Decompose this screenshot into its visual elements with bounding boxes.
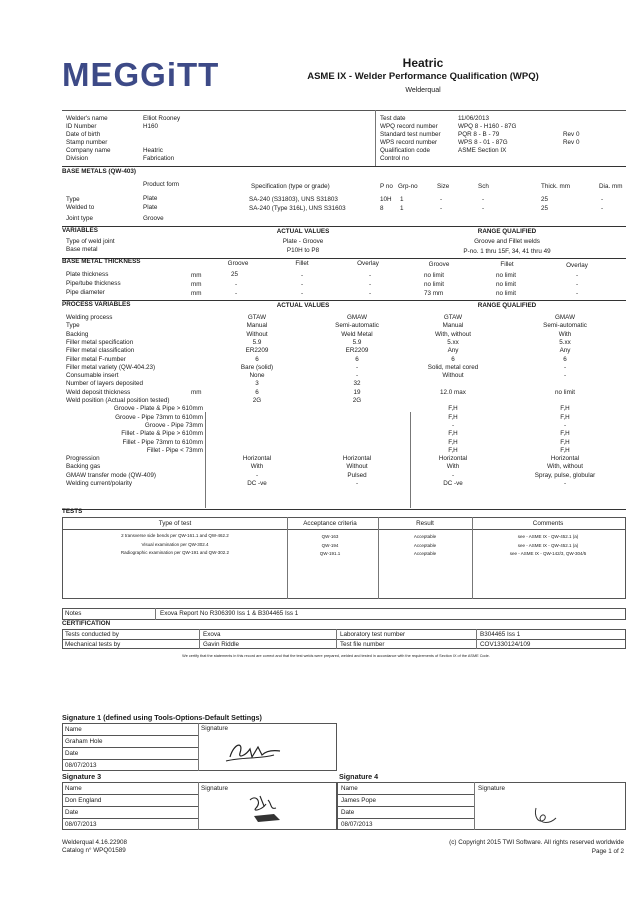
table-cell: - [440, 196, 443, 203]
info-value: PQR 8 - B - 79 [458, 131, 500, 138]
name-label: Name [65, 785, 82, 792]
notes-box [62, 608, 626, 620]
table-cell: GTAW [443, 314, 463, 321]
signer-name: James Pope [341, 797, 377, 804]
divider [62, 747, 198, 748]
table-cell: - [300, 281, 304, 288]
company-name: Heatric [402, 56, 444, 70]
table-cell: Without [346, 463, 368, 471]
col-header: Groove [428, 261, 450, 268]
table-cell: Semi-automatic [335, 322, 379, 330]
table-cell: Solid, metal cored [427, 363, 479, 371]
table-cell: - [451, 471, 455, 479]
table-cell: - [255, 471, 259, 479]
table-cell: 1 [400, 196, 404, 203]
table-cell: DC -ve [247, 480, 267, 487]
cert-label: Mechanical tests by [65, 641, 121, 648]
cert-label: Laboratory test number [340, 631, 406, 638]
test-result: Acceptable [413, 534, 437, 539]
row-label: Weld position (Actual position tested) [66, 397, 170, 404]
signature-3-title: Signature 3 [62, 772, 102, 781]
divider [337, 794, 474, 795]
info-label: Date of birth [66, 131, 101, 138]
handwritten-signature-1 [222, 735, 282, 765]
document-subtitle: Welderqual [405, 87, 441, 94]
col-header: Dia. mm [599, 183, 623, 190]
table-cell: no limit [496, 281, 516, 288]
table-cell: - [355, 480, 359, 487]
table-cell: 5.xx [447, 338, 459, 346]
table-cell: 19 [353, 388, 361, 396]
table-cell: 6 [563, 355, 567, 363]
table-cell: F,H [448, 438, 458, 446]
info-value: Fabrication [143, 155, 175, 162]
info-label: Test date [380, 115, 406, 122]
date-label: Date [65, 750, 79, 757]
test-type: 2 transverse side bends per QW-161.1 and QW-462.2 [121, 533, 229, 538]
handwritten-signature-4 [530, 802, 560, 828]
table-cell: - [563, 363, 567, 371]
test-result: Acceptable [413, 543, 437, 548]
test-comments: see - ASME IX - QW-142/3, QW-304/5 [509, 551, 587, 556]
info-label: Standard test number [380, 131, 441, 138]
info-label: Welder's name [66, 115, 108, 122]
row-label: Filler metal specification [66, 338, 134, 346]
section-variables: VARIABLES [62, 227, 98, 234]
table-cell: 10H [380, 196, 392, 203]
signature-date: 08/07/2013 [65, 821, 97, 828]
col-header: ACTUAL VALUES [276, 228, 330, 235]
footer-catalog: Catalog n° WPQ01589 [62, 847, 126, 854]
table-cell: F,H [560, 413, 570, 421]
unit: mm [191, 272, 202, 279]
footer-version: Welderqual 4.16.22908 [62, 839, 128, 846]
info-rev: Rev 0 [563, 131, 580, 138]
divider [472, 517, 473, 599]
col-header: Result [416, 520, 434, 527]
test-type: Visual examination per QW-302.4 [141, 542, 209, 547]
col-header: Acceptance criteria [303, 520, 357, 527]
table-cell: - [300, 272, 304, 279]
table-cell: 32 [353, 380, 361, 388]
row-label: Pipe/tube thickness [66, 280, 121, 287]
divider [474, 782, 475, 830]
table-cell: Pulsed [347, 471, 367, 479]
info-label: Division [66, 155, 89, 162]
test-comments: see - ASME IX - QW-452.1 (a) [517, 534, 579, 539]
row-label: Type of weld joint [66, 238, 115, 245]
cert-value: COV1330124/109 [480, 641, 531, 648]
divider [62, 806, 198, 807]
table-cell: SA-240 (Type 316L), UNS S31603 [249, 205, 346, 212]
section-thickness: BASE METAL THICKNESS [62, 258, 141, 265]
table-cell: - [482, 205, 485, 212]
table-cell: Horizontal [342, 455, 372, 463]
table-cell: F,H [560, 430, 570, 438]
cert-value: B304465 Iss 1 [480, 631, 521, 638]
table-cell: 3 [255, 380, 259, 388]
name-label: Name [341, 785, 358, 792]
col-header: Overlay [566, 262, 588, 269]
table-cell: 6 [255, 388, 259, 396]
table-cell: - [451, 421, 455, 429]
table-cell: no limit [424, 272, 444, 279]
table-cell: - [563, 480, 567, 487]
table-cell: 5.xx [559, 338, 571, 346]
info-value: WPS 8 - 01 - 87G [458, 139, 508, 146]
section-base-metals: BASE METALS (QW-403) [62, 168, 136, 175]
col-header: RANGE QUALIFIED [477, 228, 537, 235]
table-cell: Spray, pulse, globular [534, 471, 596, 479]
table-cell: Any [447, 347, 459, 355]
handwritten-signature-3 [240, 792, 290, 826]
table-cell: With, without [434, 330, 472, 338]
table-cell: With, without [546, 463, 584, 471]
table-cell: F,H [448, 446, 458, 454]
col-header: RANGE QUALIFIED [477, 302, 537, 309]
col-header: Specification (type or grade) [251, 183, 330, 190]
table-cell: 5.9 [352, 338, 362, 346]
row-label: Groove - Pipe 73mm [144, 421, 203, 429]
info-label: Stamp number [66, 139, 108, 146]
divider [375, 110, 376, 166]
row-label: GMAW transfer mode (QW-409) [66, 471, 156, 479]
info-label: Control no [380, 155, 410, 162]
col-header: Sch [478, 183, 489, 190]
signature-label: Signature [201, 725, 228, 732]
row-label: Weld deposit thickness [66, 388, 131, 396]
info-value: WPQ 8 - H160 - 87G [458, 123, 517, 130]
table-cell: Horizontal [438, 455, 468, 463]
unit: mm [191, 388, 202, 396]
divider [410, 412, 411, 508]
col-header: Fillet [500, 261, 514, 268]
col-header: Type of test [158, 520, 192, 527]
row-label: Filler metal classification [66, 347, 135, 355]
info-rev: Rev 0 [563, 139, 580, 146]
table-cell: 8 [380, 205, 384, 212]
table-cell: 6 [451, 355, 455, 363]
col-header: P no [380, 183, 393, 190]
table-cell: Semi-automatic [543, 322, 587, 330]
signature-label: Signature [478, 785, 505, 792]
table-cell: 6 [255, 355, 259, 363]
unit: mm [191, 281, 202, 288]
col-header: Comments [532, 520, 564, 527]
signature-date: 08/07/2013 [341, 821, 373, 828]
table-cell: F,H [560, 438, 570, 446]
table-cell: Groove [143, 215, 164, 222]
divider [476, 629, 477, 649]
table-cell: no limit [555, 388, 575, 396]
name-label: Name [65, 726, 82, 733]
certification-statement: We certify that the statements in this record are correct and that the test welds were prepared, welded and tested in accordance with the requirements of Section IX of the ASME Code. [182, 654, 490, 658]
table-cell: Without [442, 372, 464, 380]
table-cell: With [558, 330, 572, 338]
table-cell: - [482, 196, 485, 203]
col-header: Overlay [357, 260, 379, 267]
table-cell: DC -ve [443, 480, 463, 487]
table-cell: Manual [246, 322, 268, 330]
row-label: Fillet - Pipe < 73mm [146, 446, 203, 454]
signature-date: 08/07/2013 [65, 762, 97, 769]
divider [62, 639, 626, 640]
table-cell: - [563, 421, 567, 429]
divider [62, 226, 626, 227]
divider [337, 806, 474, 807]
row-label: Backing [66, 330, 89, 338]
table-cell: - [440, 205, 443, 212]
info-label: WPS record number [380, 139, 438, 146]
table-cell: P-no. 1 thru 15F, 34, 41 thru 49 [463, 248, 551, 255]
table-cell: F,H [560, 405, 570, 413]
signer-name: Graham Hole [65, 738, 103, 745]
divider [62, 529, 626, 530]
table-cell: - [575, 281, 579, 288]
divider [205, 412, 206, 508]
table-cell: 2G [352, 397, 362, 404]
table-cell: ER2209 [345, 347, 369, 355]
table-cell: 25 [231, 271, 239, 278]
table-cell: 25 [541, 205, 549, 212]
signer-name: Don England [65, 797, 102, 804]
notes-label: Notes [65, 610, 82, 617]
footer-page-number: Page 1 of 2 [591, 848, 624, 855]
signature-4-title: Signature 4 [339, 772, 379, 781]
table-cell: - [355, 372, 359, 380]
table-cell: P10H to P8 [286, 247, 320, 254]
table-cell: 12.0 max [440, 388, 466, 396]
divider [62, 735, 198, 736]
divider [62, 166, 626, 167]
divider [62, 509, 626, 510]
table-cell: GTAW [247, 314, 267, 321]
row-label: Fillet - Pipe 73mm to 610mm [122, 438, 203, 446]
table-cell: Bare (solid) [240, 363, 274, 371]
table-cell: Without [246, 330, 268, 338]
section-certification: CERTIFICATION [62, 620, 111, 627]
table-cell: Manual [442, 322, 464, 330]
row-label: Type [66, 196, 80, 203]
table-cell: F,H [448, 413, 458, 421]
table-cell: SA-240 (S31803), UNS S31803 [249, 196, 338, 203]
info-value: Elliot Rooney [143, 115, 181, 122]
table-cell: F,H [560, 446, 570, 454]
row-label: Base metal [66, 246, 98, 253]
date-label: Date [65, 809, 79, 816]
table-cell: F,H [448, 430, 458, 438]
table-cell: - [368, 290, 372, 297]
info-value: 11/06/2013 [458, 115, 490, 122]
divider [199, 629, 200, 649]
row-label: Type [66, 322, 80, 330]
col-header: Grp-no [398, 183, 418, 190]
table-cell: - [234, 281, 238, 288]
row-label: Welded to [66, 204, 95, 211]
divider [198, 723, 199, 771]
table-cell: Plate [143, 204, 158, 211]
footer-copyright: (c) Copyright 2015 TWI Software. All rights reserved worldwide [449, 839, 624, 846]
table-cell: ER2209 [245, 347, 269, 355]
table-cell: Horizontal [550, 455, 580, 463]
row-label: Fillet - Plate & Pipe > 610mm [121, 430, 203, 438]
divider [62, 258, 626, 259]
divider [62, 110, 626, 111]
table-cell: 25 [541, 196, 549, 203]
cert-value: Exova [203, 631, 221, 638]
signature-label: Signature [201, 785, 228, 792]
table-cell: Plate - Groove [282, 238, 324, 245]
section-tests: TESTS [62, 508, 83, 515]
unit: mm [191, 290, 202, 297]
cert-label: Test file number [340, 641, 385, 648]
table-cell: GMAW [346, 314, 368, 321]
table-cell: Horizontal [242, 455, 272, 463]
table-cell: Weld Metal [341, 330, 373, 338]
divider [155, 608, 156, 620]
table-cell: - [368, 272, 372, 279]
table-cell: - [300, 290, 304, 297]
row-label: Filler metal F-number [66, 355, 126, 363]
table-cell: no limit [424, 281, 444, 288]
row-label: Number of layers deposited [66, 380, 144, 388]
col-header: Fillet [295, 260, 309, 267]
row-label: Groove - Pipe 73mm to 610mm [115, 413, 203, 421]
row-label: Progression [66, 455, 100, 463]
table-cell: - [234, 290, 238, 297]
divider [198, 782, 199, 830]
divider [336, 629, 337, 649]
divider [287, 517, 288, 599]
info-value: Heatric [143, 147, 163, 154]
row-label: Consumable insert [66, 372, 119, 380]
col-header: Groove [227, 260, 249, 267]
cert-value: Gavin Riddle [203, 641, 240, 648]
test-type: Radiographic examination per QW-191 and QW-302.2 [120, 550, 230, 555]
info-label: Company name [66, 147, 111, 154]
table-cell: With [250, 463, 264, 471]
company-logo: MEGGiTT [62, 56, 220, 93]
info-label: ID Number [66, 123, 97, 130]
row-label: Welding process [66, 314, 113, 321]
document-title: ASME IX - Welder Performance Qualification (WPQ) [307, 71, 539, 82]
row-label: Filler metal variety (QW-404.23) [66, 363, 156, 371]
table-cell: F,H [448, 405, 458, 413]
test-criteria: QW-191.1 [319, 551, 341, 556]
notes-value: Exova Report No R306390 Iss 1 & B304465 Iss 1 [160, 610, 299, 617]
cert-label: Tests conducted by [65, 631, 119, 638]
table-cell: - [563, 372, 567, 380]
divider [62, 759, 198, 760]
table-cell: 2G [252, 397, 262, 404]
table-cell: - [575, 290, 579, 297]
table-cell: GMAW [554, 314, 576, 321]
table-cell: - [368, 281, 372, 288]
table-cell: no limit [496, 290, 516, 297]
row-label: Groove - Plate & Pipe > 610mm [113, 405, 203, 413]
table-cell: None [249, 372, 265, 380]
table-cell: Groove and Fillet welds [474, 238, 540, 245]
row-label: Backing gas [66, 463, 101, 471]
info-value: H160 [143, 123, 159, 130]
test-result: Acceptable [413, 551, 437, 556]
table-cell: 73 mm [424, 290, 444, 297]
table-cell: Any [559, 347, 571, 355]
table-cell: - [601, 196, 604, 203]
col-header: Product form [143, 181, 180, 188]
table-cell: With [446, 463, 460, 471]
test-criteria: QW-194 [321, 543, 339, 548]
table-cell: no limit [496, 272, 516, 279]
info-value: ASME Section IX [458, 147, 507, 154]
divider [378, 517, 379, 599]
section-process: PROCESS VARIABLES [62, 301, 131, 308]
divider [62, 818, 198, 819]
col-header: Size [437, 183, 450, 190]
date-label: Date [341, 809, 355, 816]
col-header: Thick. mm [541, 183, 571, 190]
test-comments: see - ASME IX - QW-452.1 (a) [517, 543, 579, 548]
table-cell: - [601, 205, 604, 212]
test-criteria: QW-163 [321, 534, 339, 539]
col-header: ACTUAL VALUES [276, 302, 330, 309]
info-label: WPQ record number [380, 123, 438, 130]
table-cell: - [355, 363, 359, 371]
table-cell: - [575, 272, 579, 279]
table-cell: 1 [400, 205, 404, 212]
row-label: Pipe diameter [66, 289, 105, 296]
row-label: Welding current/polarity [66, 480, 133, 487]
table-cell: Plate [143, 195, 158, 202]
signature-1-title: Signature 1 (defined using Tools-Options-Default Settings) [62, 713, 262, 722]
info-label: Qualification code [380, 147, 431, 154]
divider [62, 794, 198, 795]
row-label: Plate thickness [66, 271, 109, 278]
divider [62, 300, 626, 301]
divider [337, 818, 474, 819]
table-cell: 6 [355, 355, 359, 363]
row-label: Joint type [66, 215, 93, 222]
table-cell: 5.9 [252, 338, 262, 346]
